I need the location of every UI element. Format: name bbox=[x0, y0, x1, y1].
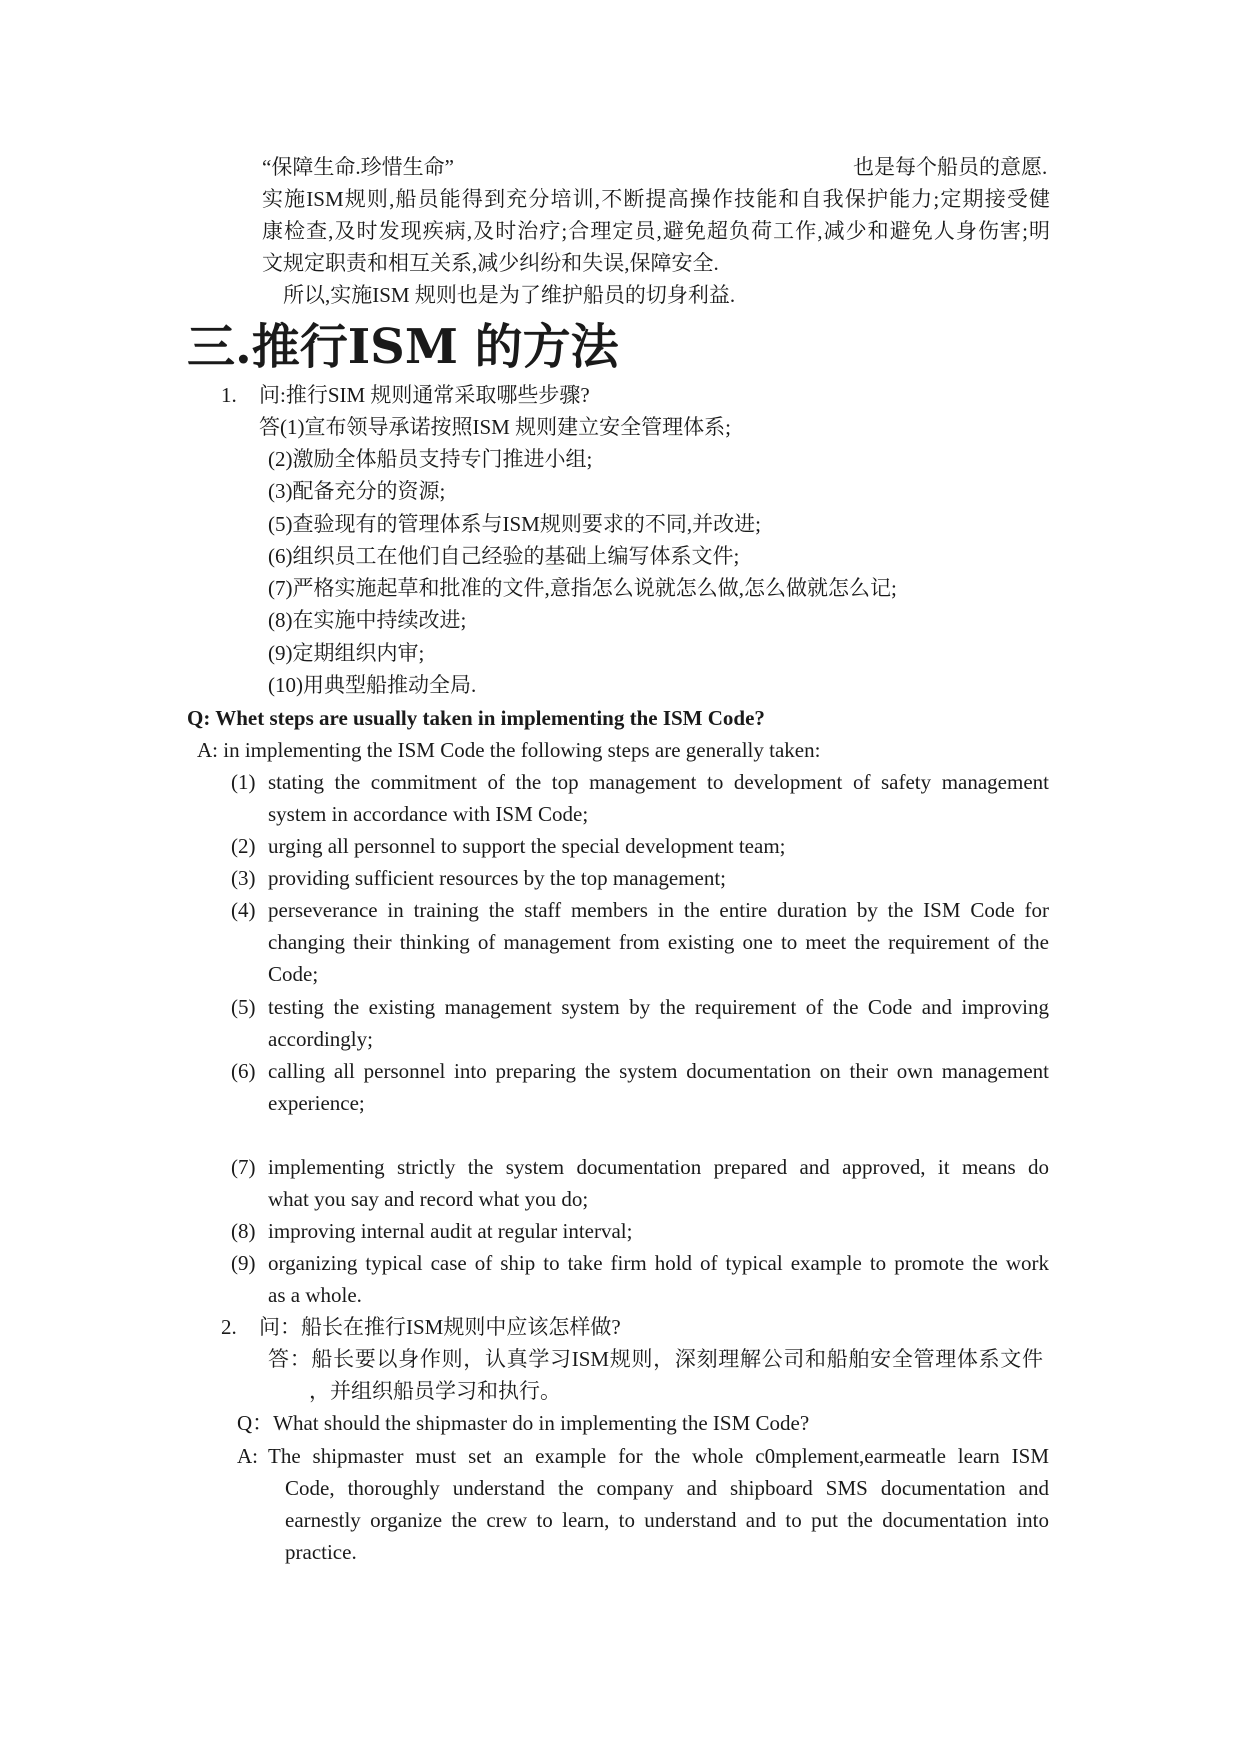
q1-en-item-text: stating the commitment of the top management to development of safety management bbox=[268, 770, 1049, 794]
q1-en-item-text: calling all personnel into preparing the system documentation on their own management bbox=[268, 1059, 1049, 1083]
q1-answer-cn-item: (10)用典型船推动全局. bbox=[268, 673, 477, 697]
q1-en-item-text: experience; bbox=[268, 1091, 365, 1115]
q2-question-en: Q：What should the shipmaster do in implementing the ISM Code? bbox=[237, 1411, 810, 1435]
q2-number: 2. bbox=[221, 1315, 237, 1339]
intro-line-3: 康检查,及时发现疾病,及时治疗;合理定员,避免超负荷工作,减少和避免人身伤害;明 bbox=[262, 219, 1050, 243]
q1-en-item-text: accordingly; bbox=[268, 1027, 373, 1051]
q1-question-cn: 问:推行SIM 规则通常采取哪些步骤? bbox=[259, 383, 590, 407]
q1-en-item-text: what you say and record what you do; bbox=[268, 1187, 589, 1211]
intro-line-4: 文规定职责和相互关系,减少纠纷和失误,保障安全. bbox=[262, 251, 719, 275]
intro-line-2: 实施ISM规则,船员能得到充分培训,不断提高操作技能和自我保护能力;定期接受健 bbox=[262, 187, 1050, 211]
q2-answer-en-line: The shipmaster must set an example for the whole c0mplement,earmeatle learn ISM bbox=[268, 1444, 1049, 1468]
section-heading: 三.推行ISM 的方法 bbox=[187, 319, 619, 375]
q1-answer-cn-item: (8)在实施中持续改进; bbox=[268, 608, 467, 632]
q1-en-item-text: system in accordance with ISM Code; bbox=[268, 802, 589, 826]
q1-answer-cn-item: (6)组织员工在他们自己经验的基础上编写体系文件; bbox=[268, 544, 740, 568]
q1-en-item-number: (3) bbox=[231, 866, 256, 890]
q2-question-cn: 问：船长在推行ISM规则中应该怎样做? bbox=[259, 1315, 621, 1339]
q1-answer-cn-first: 答(1)宣布领导承诺按照ISM 规则建立安全管理体系; bbox=[259, 415, 731, 439]
q1-answer-cn-item: (9)定期组织内审; bbox=[268, 641, 425, 665]
q1-en-item-number: (7) bbox=[231, 1155, 256, 1179]
q1-en-item-number: (4) bbox=[231, 898, 256, 922]
q1-en-item-number: (1) bbox=[231, 770, 256, 794]
q1-en-item-text: organizing typical case of ship to take firm hold of typical example to promote the work bbox=[268, 1251, 1049, 1275]
q1-en-item-number: (8) bbox=[231, 1219, 256, 1243]
intro-line-1-right: 也是每个船员的意愿. bbox=[853, 155, 1048, 179]
q2-answer-cn-line-1: 答：船长要以身作则，认真学习ISM规则，深刻理解公司和船舶安全管理体系文件 bbox=[268, 1347, 1043, 1371]
q1-en-item-text: urging all personnel to support the special development team; bbox=[268, 834, 786, 858]
q1-answer-en: A: in implementing the ISM Code the following steps are generally taken: bbox=[197, 738, 821, 762]
q2-answer-label: A: bbox=[237, 1444, 258, 1468]
q1-answer-cn-item: (2)激励全体船员支持专门推进小组; bbox=[268, 447, 593, 471]
q1-en-item-text: providing sufficient resources by the top management; bbox=[268, 866, 726, 890]
intro-line-1-left: “保障生命.珍惜生命” bbox=[262, 155, 454, 179]
q1-question-en: Q: Whet steps are usually taken in implementing the ISM Code? bbox=[187, 706, 765, 730]
q1-en-item-text: perseverance in training the staff members in the entire duration by the ISM Code for bbox=[268, 898, 1049, 922]
q1-en-item-text: Code; bbox=[268, 962, 319, 986]
q1-en-item-text: changing their thinking of management from existing one to meet the requirement of the bbox=[268, 930, 1049, 954]
q1-number: 1. bbox=[221, 383, 237, 407]
q1-en-item-text: testing the existing management system by the requirement of the Code and improving bbox=[268, 995, 1049, 1019]
q2-answer-cn-line-2: ，并组织船员学习和执行。 bbox=[309, 1379, 561, 1403]
q1-answer-cn-item: (7)严格实施起草和批准的文件,意指怎么说就怎么做,怎么做就怎么记; bbox=[268, 576, 897, 600]
q1-en-item-number: (6) bbox=[231, 1059, 256, 1083]
q1-en-item-text: implementing strictly the system documentation prepared and approved, it means do bbox=[268, 1155, 1049, 1179]
q1-en-item-text: as a whole. bbox=[268, 1283, 362, 1307]
q1-en-item-number: (5) bbox=[231, 995, 256, 1019]
q2-answer-en-line: practice. bbox=[285, 1540, 357, 1564]
q2-answer-en-line: Code, thoroughly understand the company and shipboard SMS documentation and bbox=[285, 1476, 1049, 1500]
q1-en-item-number: (2) bbox=[231, 834, 256, 858]
q1-answer-cn-item: (3)配备充分的资源; bbox=[268, 479, 446, 503]
q1-en-item-text: improving internal audit at regular interval; bbox=[268, 1219, 633, 1243]
q2-answer-en-line: earnestly organize the crew to learn, to understand and to put the documentation into bbox=[285, 1508, 1049, 1532]
intro-line-5: 所以,实施ISM 规则也是为了维护船员的切身利益. bbox=[283, 283, 736, 307]
q1-answer-cn-item: (5)查验现有的管理体系与ISM规则要求的不同,并改进; bbox=[268, 512, 761, 536]
q1-en-item-number: (9) bbox=[231, 1251, 256, 1275]
